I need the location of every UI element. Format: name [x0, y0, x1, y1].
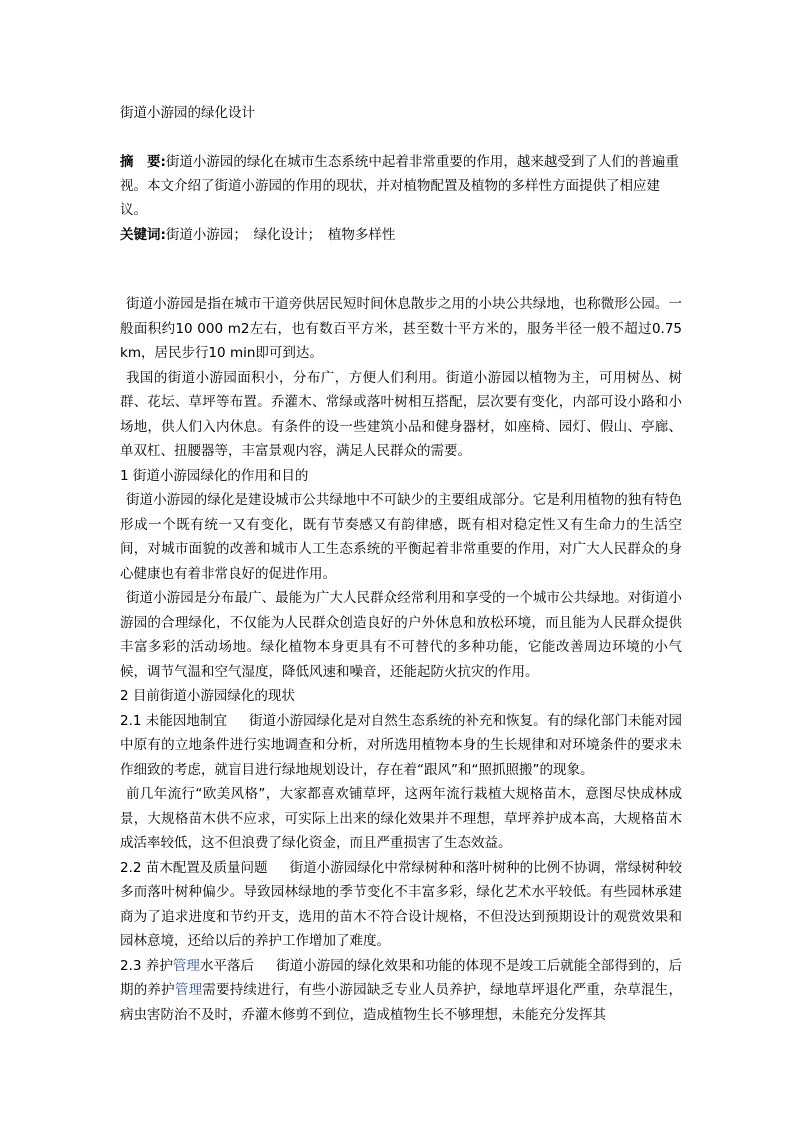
abstract-text: 街道小游园的绿化在城市生态系统中起着非常重要的作用，越来越受到了人们的普遍重视。本文介绍了街道小游园的作用的现状，并对植物配置及植物的多样性方面提供了相应建议。 — [120, 154, 679, 218]
paragraph: 街道小游园是分布最广、最能为广大人民群众经常利用和享受的一个城市公共绿地。对街道小游园的合理绿化，不仅能为人民群众创造良好的户外休息和放松环境，而且能为人民群众提供丰富多彩的活动场地。绿化植物本身更具有不可替代的多种功能，它能改善周边环境的小气候，调节气温和空气湿度，降低风速和噪音，还能起防火抗灾的作用。 — [120, 590, 682, 680]
keywords-text: 街道小游园； 绿化设计； 植物多样性 — [165, 227, 396, 243]
subsection-text: 街道小游园的绿化效果和功能的体现不是竣工后就能全部得到的，后期的养护 — [120, 957, 683, 998]
subsection-heading: 2.1 未能因地制宜 — [120, 712, 227, 729]
paragraph — [120, 856, 682, 954]
paragraph: 街道小游园是指在城市干道旁供居民短时间休息散步之用的小块公共绿地，也称微形公园。一般面积约10 000 m2左右，也有数百平方米，甚至数十平方米的，服务半径一般不超过0.75 km，居民步行10 min即可到达。 — [120, 296, 682, 361]
section-heading: 2 目前街道小游园绿化的现状 — [120, 688, 295, 704]
paragraph: 我国的街道小游园面积小，分布广，方便人们利用。街道小游园以植物为主，可用树丛、树群、花坛、草坪等布置。乔灌木、常绿或落叶树相互搭配，层次要有变化，内部可设小路和小场地，供人们入内休息。有条件的设一些建筑小品和健身器材，如座椅、园灯、假山、亭廊、单双杠、扭腰器等，丰富景观内容，满足人民群众的需要。 — [120, 369, 682, 459]
subsection-text: 街道小游园绿化中常绿树种和落叶树种的比例不协调，常绿树种较多而落叶树种偏少。导致园林绿地的季节变化不丰富多彩，绿化艺术水平较低。有些园林承建商为了追求进度和节约开支，选用的苗木不符合设计规格，不但没达到预期设计的观赏效果和园林意境，还给以后的养护工作增加了难度。 — [120, 859, 682, 949]
abstract — [120, 150, 682, 222]
subsection-text: 街道小游园绿化是对自然生态系统的补充和恢复。有的绿化部门未能对园中原有的立地条件进行实地调查和分析，对所选用植物本身的生长规律和对环境条件的要求未作细致的考虑，就盲目进行绿地规划设计，存在着“跟风”和“照抓照搬”的现象。 — [120, 712, 682, 778]
paragraph — [120, 954, 682, 1028]
subsection-text: 需要持续进行，有些小游园缺乏专业人员养护，绿地草坪退化严重，杂草混生，病虫害防治不及时，乔灌木修剪不到位，造成植物生长不够理想，未能充分发挥其 — [120, 982, 683, 1023]
keywords-label: 关键词: — [120, 227, 166, 243]
keywords — [120, 223, 395, 247]
subsection-heading-part: 水平落后 — [199, 957, 255, 974]
document-title: 街道小游园的绿化设计 — [120, 105, 255, 121]
subsection-heading-part: 2.3 养护 — [120, 957, 173, 974]
management-link[interactable]: 管理 — [174, 982, 203, 998]
management-link[interactable]: 管理 — [172, 957, 200, 974]
paragraph: 街道小游园的绿化是建设城市公共绿地中不可缺少的主要组成部分。它是利用植物的独有特色形成一个既有统一又有变化，既有节奏感又有韵律感，既有相对稳定性又有生命力的生活空间，对城市面貌的改善和城市人工生态系统的平衡起着非常重要的作用，对广大人民群众的身心健康也有着非常良好的促进作用。 — [120, 492, 682, 582]
section-heading: 1 街道小游园绿化的作用和目的 — [120, 467, 309, 484]
paragraph — [120, 709, 682, 783]
body-text — [120, 292, 682, 1027]
subsection-heading: 2.2 苗木配置及质量问题 — [120, 859, 268, 876]
paragraph: 前几年流行“欧美风格”，大家都喜欢铺草坪，这两年流行栽植大规格苗木，意图尽快成林成景，大规格苗木供不应求，可实际上出来的绿化效果并不理想，草坪养护成本高，大规格苗木成活率较低，这不但浪费了绿化资金，而且严重损害了生态效益。 — [120, 786, 682, 851]
abstract-label: 摘 要: — [120, 154, 166, 170]
